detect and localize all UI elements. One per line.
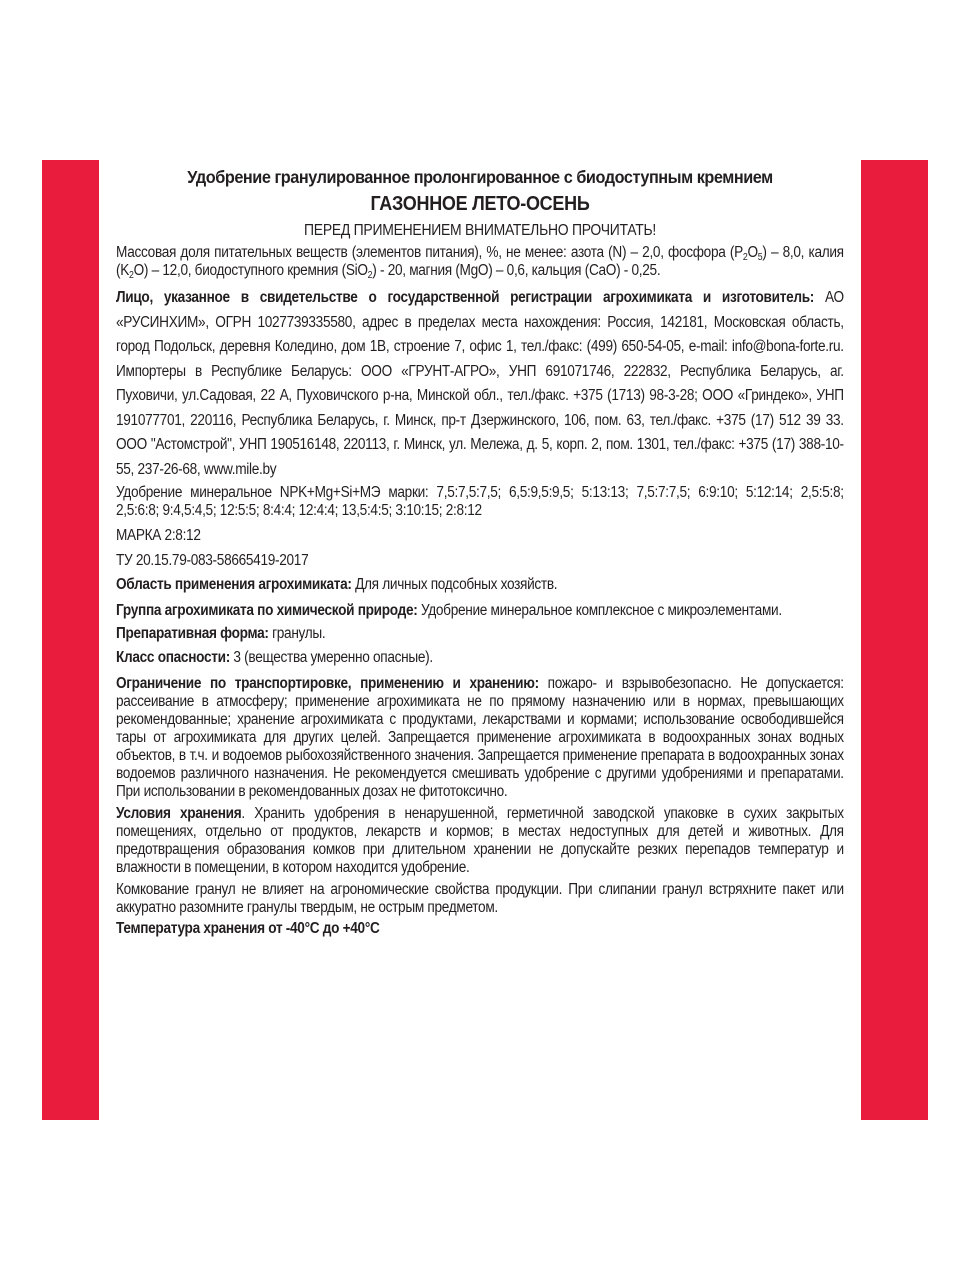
subscript: 2 <box>742 252 748 263</box>
restrictions-label: Ограничение по транспортировке, применению и хранению: <box>116 674 539 692</box>
grade-line: МАРКА 2:8:12 <box>116 527 201 544</box>
registrant-label: Лицо, указанное в свидетельстве о государственной регистрации агрохимиката и изготовитель: <box>116 289 815 306</box>
grades-paragraph: Удобрение минеральное NPK+Mg+Si+МЭ марки: 7,5:7,5:7,5; 6,5:9,5:9,5; 5:13:13; 7,5:7:7,5; 6:9:10; 5:12:14; 2,5:5:8; 2,5:6:8; 9:4,5:4,5; 12:5:5; 8:4:4; 12:4:4; 13,5:4:5; 3:10:15; 2:8:12 <box>116 484 844 519</box>
group-paragraph <box>116 602 844 620</box>
scope-text: Для личных подсобных хозяйств. <box>351 576 558 593</box>
form-text: гранулы. <box>268 624 326 642</box>
restrictions-text: пожаро- и взрывобезопасно. Не допускается: рассеивание в атмосферу; применение агрохимиката не по прямому назначению или в нормах, превышающих рекомендованные; хранение агрохимиката с продуктами, лекарствами и кормами; использование освободившейся тары от агрохимиката для других целей. Запрещается применение агрохимиката в водоохранных зонах водных объектов, в т.ч. и водоемов рыбохозяйственного значения. Запрещается применение препарата в водоохранных зонах водоемов различного назначения. Не рекомендуется смешивать удобрение с другими удобрениями и препаратами. При использовании в рекомендованных дозах не фитотоксично. <box>116 674 844 800</box>
scope-label: Область применения агрохимиката: <box>116 576 352 593</box>
composition-intro: Массовая доля питательных веществ (элементов питания), %, не менее: азота (N) – 2,0, фосфора (P <box>116 244 743 261</box>
tu-line: ТУ 20.15.79-083-58665419-2017 <box>116 551 309 569</box>
hazard-text: 3 (вещества умеренно опасные). <box>229 649 433 666</box>
caking-paragraph: Комкование гранул не влияет на агрономические свойства продукции. При слипании гранул встряхните пакет или аккуратно разомните гранулы твердым, не острым предметом. <box>116 880 844 916</box>
product-subtitle: Удобрение гранулированное пролонгированное с биодоступным кремнием <box>187 167 773 187</box>
form-paragraph <box>116 622 844 647</box>
hazard-paragraph <box>116 646 844 671</box>
product-title: ГАЗОННОЕ ЛЕТО-ОСЕНЬ <box>370 193 590 215</box>
storage-paragraph <box>116 805 844 877</box>
label-text-block <box>116 164 844 941</box>
left-red-border <box>42 160 99 1120</box>
scope-paragraph <box>116 573 844 598</box>
registrant-text: АО «РУСИНХИМ», ОГРН 1027739335580, адрес в пределах места нахождения: Россия, 142181, Московская область, город Подольск, деревня Коледино, дом 1В, строение 7, офис 1, тел./факс: (499) 650-54-05, e-mail: info@bona-forte.ru. Импортеры в Республике Беларусь: ООО «ГРУНТ-АГРО», УНП 691071746, 222832, Республика Беларусь, аг. Пуховичи, ул.Садовая, 22 А, Пуховичского р-на, Минской обл., тел./факс. +375 (1713) 98-3-28; ООО «Гриндеко», УНП 191077701, 220116, Республика Беларусь, г. Минск, пр-т Дзержинского, 106, пом. 63, тел./факс. +375 (17) 512 39 33. ООО "Астомстрой", УНП 190516148, 220113, г. Минск, ул. Мележа, д. 5, корп. 2, пом. 1301, тел./факс: +375 (17) 388-10-55, 237-26-68, www.mile.by <box>116 289 844 478</box>
temperature-paragraph <box>116 917 844 942</box>
right-red-border <box>861 160 928 1120</box>
temperature-text: Температура хранения от -40°С до +40°С <box>116 919 380 937</box>
form-label: Препаративная форма: <box>116 624 269 642</box>
restrictions-paragraph <box>116 675 844 801</box>
hazard-label: Класс опасности: <box>116 649 230 666</box>
composition-text: O <box>747 244 758 261</box>
subscript: 2 <box>367 270 373 281</box>
group-label: Группа агрохимиката по химической природе: <box>116 601 418 619</box>
subscript: 2 <box>129 270 134 281</box>
composition-text: O) – 12,0, биодоступного кремния (SiO <box>133 262 368 279</box>
storage-text: . Хранить удобрения в ненарушенной, герметичной заводской упаковке в сухих закрытых помещениях, отдельно от продуктов, лекарств и кормов; в местах недоступных для детей и животных. Для предотвращения образования комков при длительном хранении не допускайте резких перепадов температур и влажности в помещении, в котором находится удобрение. <box>116 804 844 876</box>
read-before-use-warning: ПЕРЕД ПРИМЕНЕНИЕМ ВНИМАТЕЛЬНО ПРОЧИТАТЬ! <box>304 222 656 239</box>
composition-text: ) – 8,0, калия (K <box>116 244 844 279</box>
group-text: Удобрение минеральное комплексное с микроэлементами. <box>417 601 782 619</box>
composition-paragraph <box>116 244 844 280</box>
composition-text: ) - 20, магния (MgO) – 0,6, кальция (CaO) - 0,25. <box>372 262 661 279</box>
storage-label: Условия хранения <box>116 804 242 822</box>
subscript: 5 <box>757 252 763 263</box>
registrant-paragraph <box>116 286 844 482</box>
